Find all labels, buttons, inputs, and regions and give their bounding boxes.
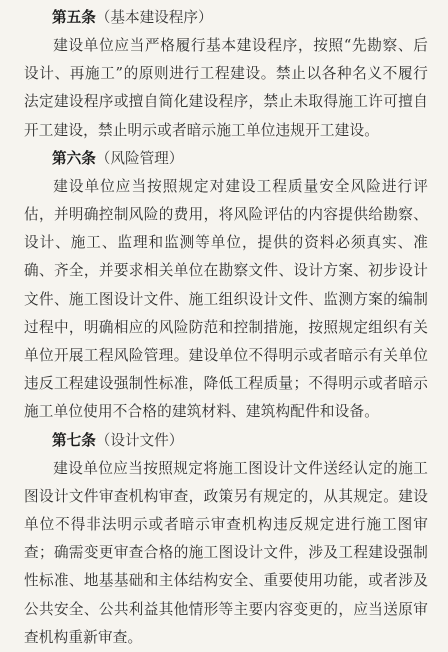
article-number: 第五条	[52, 9, 96, 26]
article-body: 建设单位应当按照规定将施工图设计文件送经认定的施工图设计文件审查机构审查，政策另有规定的，从其规定。建设单位不得非法明示或者暗示审查机构违反规定进行施工图审查；确需变更审查合格的施工图设计文件，涉及工程建设强制性标准、地基基础和主体结构安全、重要使用功能，或者涉及公共安全、公共利益其他情形等主要内容变更的，应当送原审查机构重新审查。	[24, 459, 428, 646]
article-title: （基本建设程序）	[95, 9, 213, 26]
article-title: （风险管理）	[95, 149, 184, 167]
article-body: 建设单位应当按照规定对建设工程质量安全风险进行评估，并明确控制风险的费用，将风险评估的内容提供给勘察、设计、施工、监理和监测等单位，提供的资料必须真实、准确、齐全，并要求相关单位在勘察文件、设计方案、初步设计文件、施工图设计文件、施工组织设计文件、监测方案的编制过程中，明确相应的风险防范和控制措施，按照规定组织有关单位开展工程风险管理。建设单位不得明示或者暗示有关单位违反工程建设强制性标准，降低工程质量；不得明示或者暗示施工单位使用不合格的建筑材料、建筑构配件和设备。	[24, 177, 428, 421]
article-title: （设计文件）	[95, 431, 184, 449]
article-body: 建设单位应当严格履行基本建设程序，按照“先勘察、后设计、再施工”的原则进行工程建设。禁止以各种名义不履行法定建设程序或擅自简化建设程序，禁止未取得施工许可擅自开工建设，禁止明示或者暗示施工单位违规开工建设。	[24, 37, 428, 139]
article-7	[24, 427, 428, 652]
article-6	[24, 145, 428, 427]
article-5	[24, 4, 428, 145]
article-heading	[24, 427, 428, 455]
article-heading	[24, 145, 428, 173]
article-number: 第七条	[52, 431, 96, 449]
article-number: 第六条	[52, 149, 96, 167]
article-heading	[24, 4, 428, 32]
